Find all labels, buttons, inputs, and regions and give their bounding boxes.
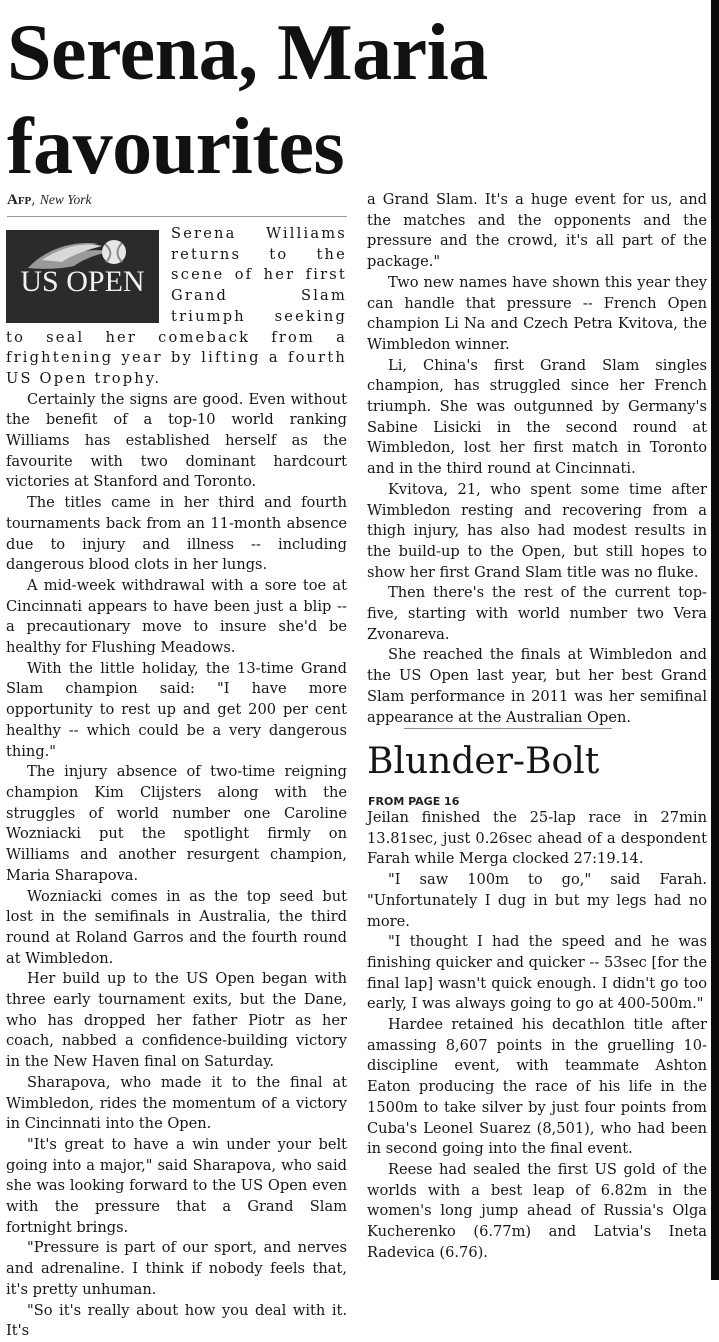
- logo-text: US OPEN: [20, 265, 145, 298]
- article-paragraph: Two new names have shown this year they can handle that pressure -- French Open champion Li Na and Czech Petra Kvitova, the Wimbledon winner.: [367, 273, 707, 353]
- divider-rule: [7, 216, 347, 217]
- section-divider: [404, 728, 612, 729]
- article-paragraph: The titles came in her third and fourth tournaments back from an 11-month absence due to injury and illness -- including dangerous blood clots in her lungs.: [6, 494, 347, 574]
- article-paragraph: With the little holiday, the 13-time Grand Slam champion said: "I have more opportunity to rest up and get 200 per cent healthy -- which could be a very dangerous thing.": [6, 659, 347, 760]
- main-article-column-2: [367, 190, 707, 728]
- article-paragraph: Then there's the rest of the current top-five, starting with world number two Vera Zvonareva.: [367, 584, 707, 643]
- article-paragraph: She reached the finals at Wimbledon and the US Open last year, but her best Grand Slam performance in 2011 was her semifinal appearance at the Australian Open.: [367, 646, 707, 726]
- article-paragraph: "It's great to have a win under your belt going into a major," said Sharapova, who said she was looking forward to the US Open even with the pressure that a Grand Slam fortnight brings.: [6, 1135, 347, 1236]
- article-paragraph: Serena Williams returns to the scene of her first Grand Slam triumph seeking to seal her comeback from a frightening year by lifting a fourth US Open trophy.: [6, 225, 347, 387]
- continued-from-kicker: FROM PAGE 16: [368, 795, 460, 808]
- article-paragraph: Li, China's first Grand Slam singles champion, has struggled since her French triumph. She was outgunned by Germany's Sabine Lisicki in the second round at Wimbledon, lost her first match in Toronto and in the third round at Cincinnati.: [367, 356, 707, 478]
- article-paragraph: Wozniacki comes in as the top seed but lost in the semifinals in Australia, the third round at Roland Garros and the fourth round at Wimbledon.: [6, 887, 347, 967]
- article-paragraph: A mid-week withdrawal with a sore toe at Cincinnati appears to have been just a blip -- a precautionary move to insure she'd be healthy for Flushing Meadows.: [6, 576, 347, 657]
- article-paragraph: Her build up to the US Open began with three early tournament exits, but the Dane, who has dropped her father Piotr as her coach, nabbed a confidence-building victory in the New Haven final on Saturday.: [6, 970, 347, 1071]
- dateline-agency: Afp: [7, 192, 32, 208]
- second-article-headline: Blunder-Bolt: [367, 741, 600, 782]
- article-paragraph: Hardee retained his decathlon title after amassing 8,607 points in the gruelling 10-discipline event, with teammate Ashton Eaton producing the race of his life in the 1500m to take silver by just four points from Cuba's Leonel Suarez (8,501), who had been in second going into the final event.: [367, 1016, 707, 1158]
- article-paragraph: "I saw 100m to go," said Farah. "Unfortunately I dug in but my legs had no more.: [367, 871, 707, 930]
- main-article-column-1: [6, 224, 347, 1342]
- dateline: [7, 192, 92, 209]
- headline: Serena, Maria favourites: [7, 9, 488, 191]
- article-paragraph: "Pressure is part of our sport, and nerves and adrenaline. I think if nobody feels that, it's pretty unhuman.: [6, 1239, 347, 1298]
- article-paragraph: "So it's really about how you deal with it. It's: [6, 1301, 347, 1340]
- page-edge-strip: [711, 0, 719, 1280]
- article-paragraph: "I thought I had the speed and he was finishing quicker and quicker -- 53sec [for the final lap] wasn't quick enough. I didn't go too early, I was always going to go at 400-500m.": [367, 933, 707, 1013]
- dateline-place: New York: [39, 192, 92, 207]
- article-paragraph: Kvitova, 21, who spent some time after Wimbledon resting and recovering from a thigh injury, has also had modest results in the build-up to the Open, but still hopes to show her first Grand Slam title was no fluke.: [367, 480, 707, 581]
- article-paragraph: Jeilan finished the 25-lap race in 27min 13.81sec, just 0.26sec ahead of a despondent Farah while Merga clocked 27:19.14.: [367, 809, 707, 868]
- article-paragraph: Reese had sealed the first US gold of the worlds with a best leap of 6.82m in the women's long jump ahead of Russia's Olga Kucherenko (6.77m) and Latvia's Ineta Radevica (6.76).: [367, 1160, 707, 1261]
- article-paragraph: The injury absence of two-time reigning champion Kim Clijsters along with the struggles of world number one Caroline Wozniacki put the spotlight firmly on Williams and another resurgent champion, Maria Sharapova.: [6, 763, 347, 884]
- dateline-separator: ,: [31, 192, 40, 208]
- article-paragraph: a Grand Slam. It's a huge event for us, and the matches and the opponents and the pressure and the crowd, it's all part of the package.": [367, 191, 707, 271]
- second-article-body: [367, 808, 707, 1263]
- article-paragraph: Sharapova, who made it to the final at Wimbledon, rides the momentum of a victory in Cincinnati into the Open.: [6, 1073, 347, 1133]
- article-paragraph: Certainly the signs are good. Even without the benefit of a top-10 world ranking Williams has established herself as the favourite with two dominant hardcourt victories at Stanford and Toronto.: [6, 390, 347, 491]
